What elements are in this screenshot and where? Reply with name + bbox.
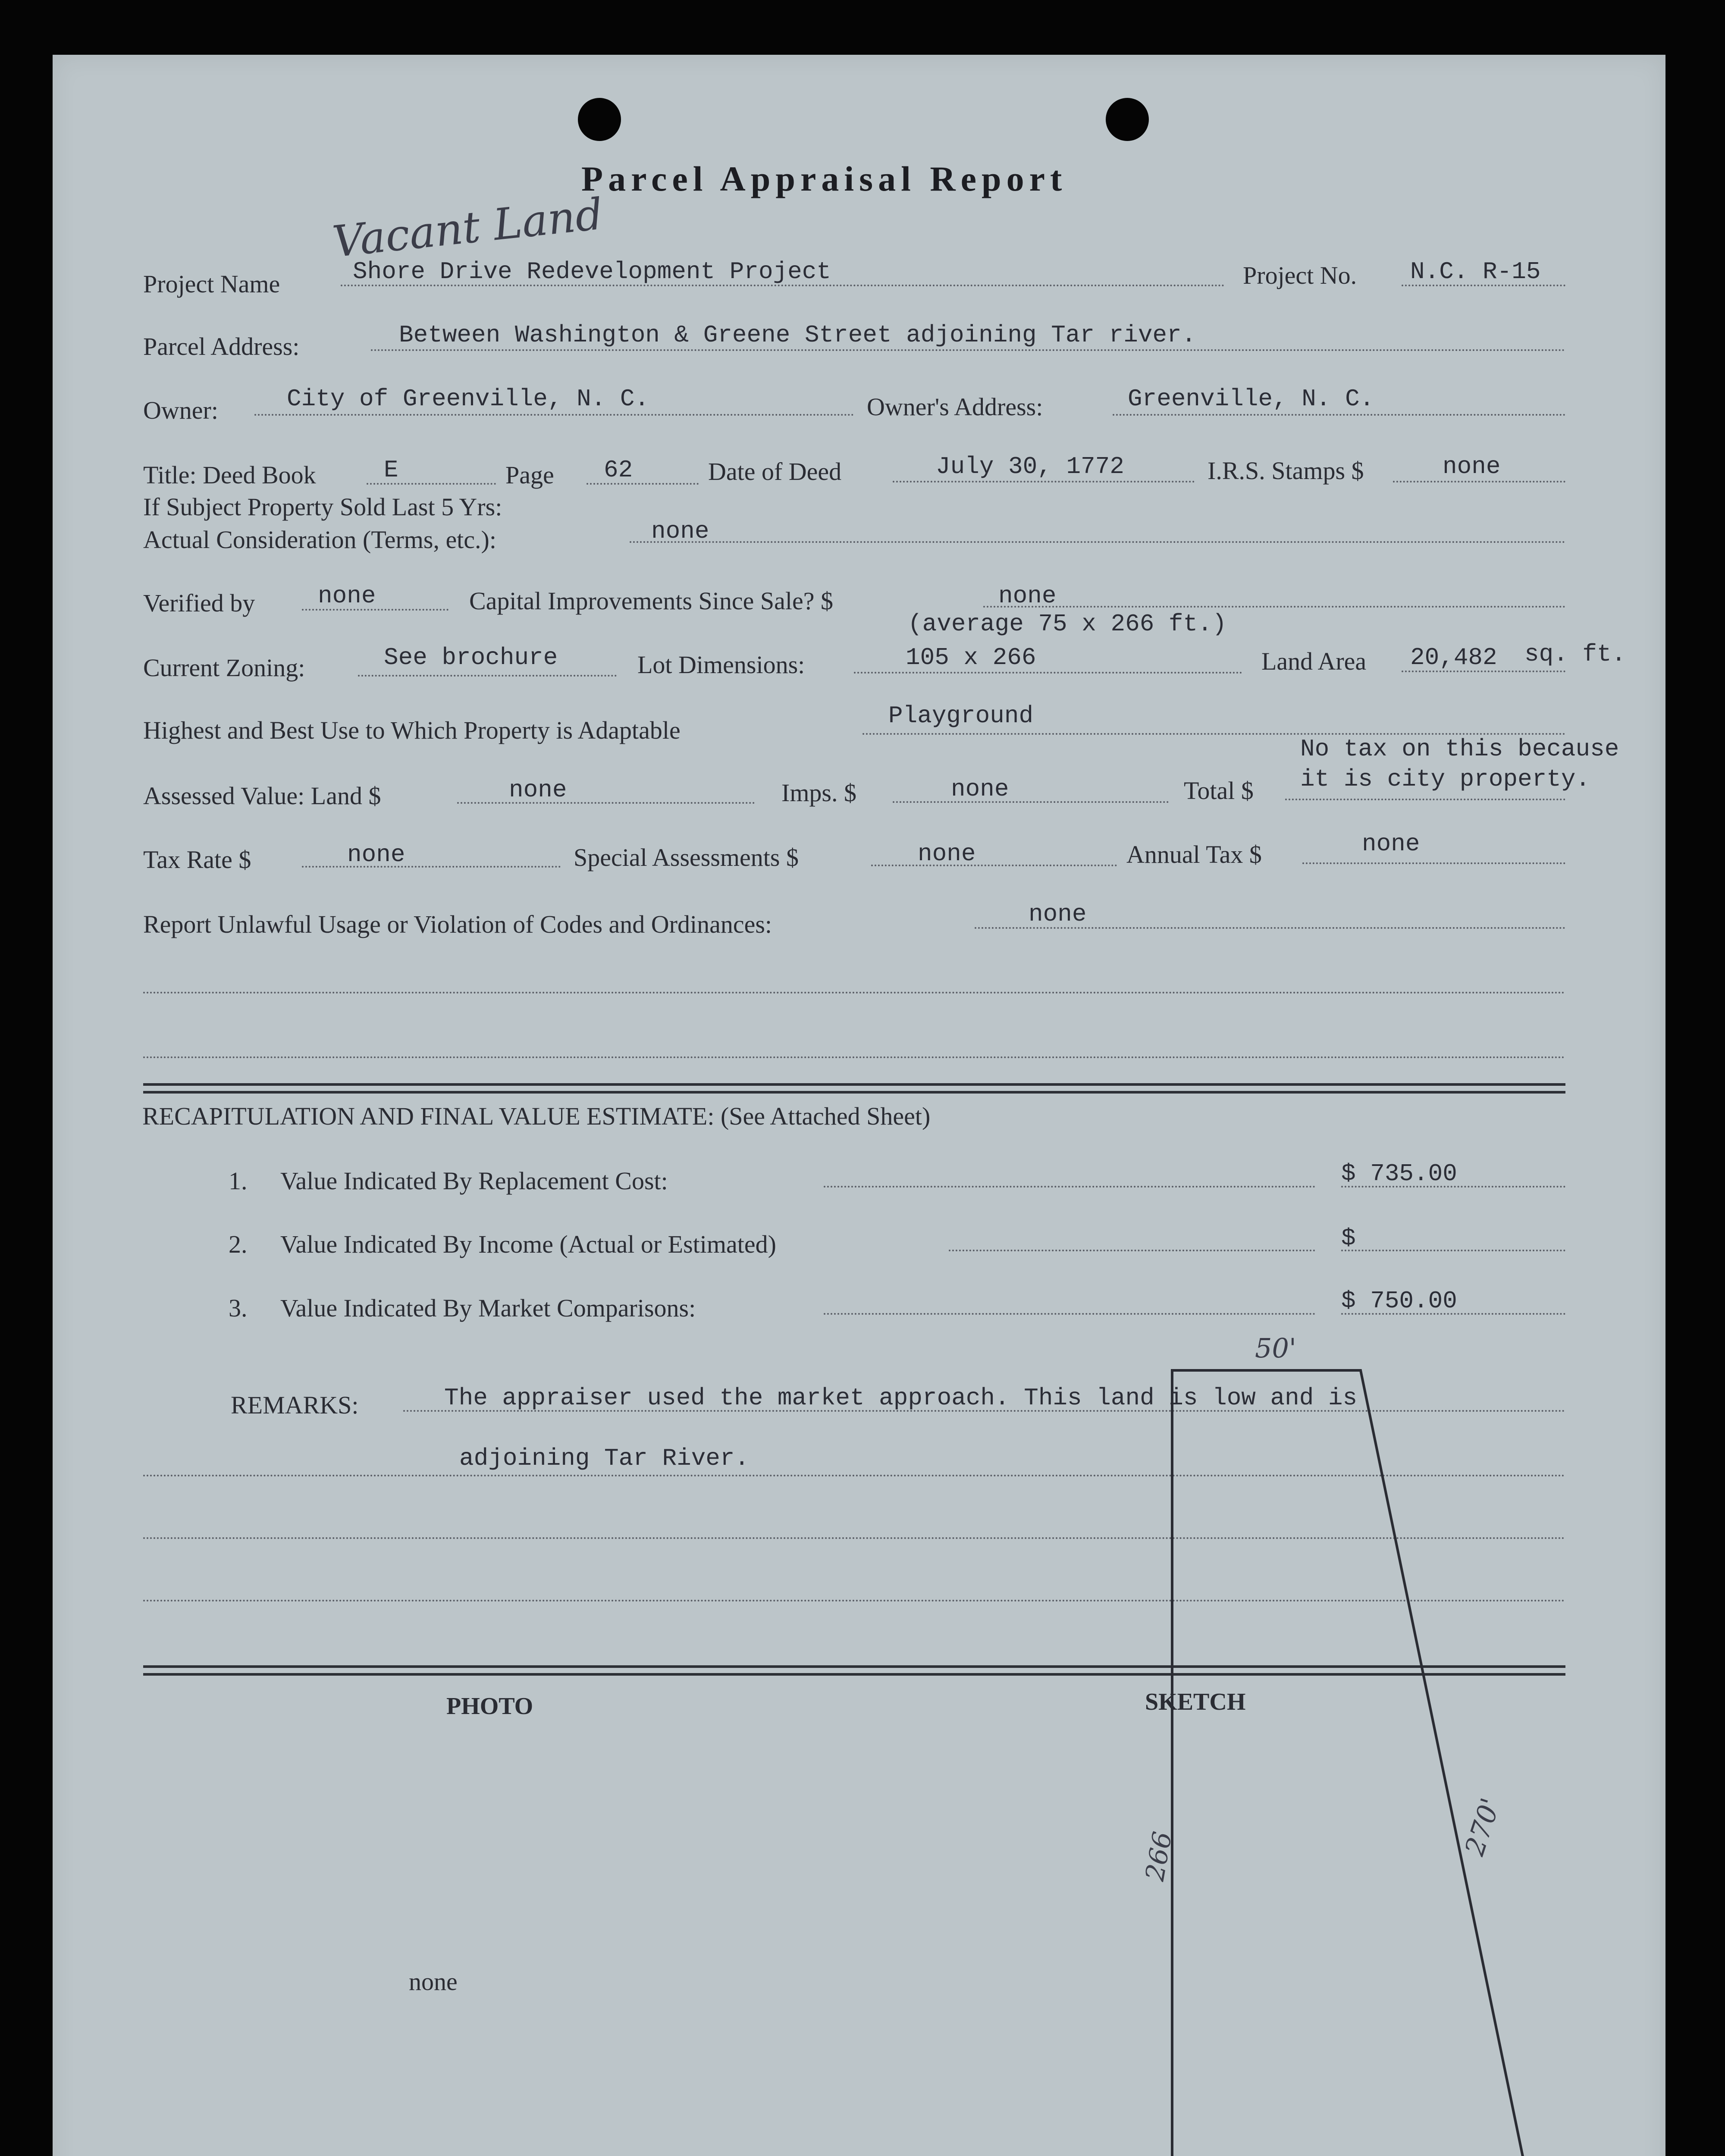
photo-heading: PHOTO — [446, 1693, 533, 1720]
assessed-total-label: Total $ — [1184, 777, 1254, 805]
irs-stamps-label: I.R.S. Stamps $ — [1208, 457, 1364, 485]
assessed-imps-label: Imps. $ — [781, 779, 856, 807]
parcel-address-label: Parcel Address: — [143, 332, 300, 360]
highest-best-use-label: Highest and Best Use to Which Property is Adaptable — [143, 716, 681, 744]
recap-item-3-value: $ 750.00 — [1341, 1287, 1457, 1315]
owner-label: Owner: — [143, 396, 218, 424]
project-name-value: Shore Drive Redevelopment Project — [353, 258, 831, 285]
unlawful-usage-label: Report Unlawful Usage or Violation of Codes and Ordinances: — [143, 910, 772, 938]
remarks-line2: adjoining Tar River. — [459, 1445, 750, 1472]
recap-item-2-num: 2. — [229, 1230, 248, 1258]
project-no-value: N.C. R-15 — [1410, 258, 1541, 285]
assessed-land-label: Assessed Value: Land $ — [143, 782, 381, 810]
lot-dimensions-label: Lot Dimensions: — [637, 651, 805, 679]
tax-rate-value: none — [347, 841, 405, 868]
unlawful-usage-value: none — [1029, 900, 1087, 928]
recap-item-2-label: Value Indicated By Income (Actual or Estimated) — [280, 1230, 776, 1258]
page-label: Page — [505, 461, 554, 489]
recap-item-3-label: Value Indicated By Market Comparisons: — [280, 1294, 696, 1322]
recap-item-1-label: Value Indicated By Replacement Cost: — [280, 1167, 668, 1195]
capital-improvements-value: none — [998, 582, 1057, 610]
actual-consideration-label: Actual Consideration (Terms, etc.): — [143, 526, 496, 554]
land-area-value: 20,482 — [1410, 644, 1497, 671]
owner-address-value: Greenville, N. C. — [1128, 385, 1374, 413]
current-zoning-label: Current Zoning: — [143, 654, 305, 682]
capital-improvements-label: Capital Improvements Since Sale? $ — [469, 587, 834, 615]
sketch-right-dimension: 270' — [1458, 1794, 1507, 1860]
lot-dimensions-value: 105 x 266 — [906, 644, 1036, 671]
irs-stamps-value: none — [1443, 453, 1501, 480]
sold-last-5-years-label: If Subject Property Sold Last 5 Yrs: — [143, 493, 502, 521]
annual-tax-label: Annual Tax $ — [1126, 840, 1262, 868]
tax-rate-label: Tax Rate $ — [143, 846, 251, 874]
parcel-address-value: Between Washington & Greene Street adjoining Tar river. — [399, 321, 1196, 349]
recap-heading: RECAPITULATION AND FINAL VALUE ESTIMATE: (See Attached Sheet) — [142, 1102, 931, 1130]
assessed-note-line1: No tax on this because — [1300, 735, 1619, 763]
handwritten-note: Vacant Land — [330, 188, 605, 267]
actual-consideration-value: none — [651, 517, 709, 545]
highest-best-use-value: Playground — [888, 702, 1034, 730]
recap-item-3-num: 3. — [229, 1294, 248, 1322]
special-assessments-label: Special Assessments $ — [574, 843, 799, 871]
owner-address-label: Owner's Address: — [867, 393, 1043, 421]
recap-item-1-value: $ 735.00 — [1341, 1160, 1457, 1188]
current-zoning-value: See brochure — [384, 644, 558, 671]
remarks-label: REMARKS: — [231, 1391, 359, 1419]
land-area-unit: sq. ft. — [1524, 640, 1626, 668]
assessed-land-value: none — [509, 776, 567, 804]
form-title: Parcel Appraisal Report — [581, 159, 1067, 198]
deed-book-label: Title: Deed Book — [143, 461, 316, 489]
assessed-imps-value: none — [951, 775, 1009, 803]
verified-by-value: none — [318, 582, 376, 610]
recap-item-2-value: $ — [1341, 1225, 1356, 1252]
annual-tax-value: none — [1362, 830, 1420, 858]
page-value: 62 — [604, 456, 633, 484]
project-name-label: Project Name — [143, 270, 280, 298]
recap-item-1-num: 1. — [229, 1167, 248, 1195]
owner-value: City of Greenville, N. C. — [287, 385, 649, 413]
sketch-left-dimension: 266 — [1139, 1829, 1178, 1883]
deed-book-value: E — [384, 456, 398, 484]
photo-value: none — [409, 1968, 458, 1996]
project-no-label: Project No. — [1243, 261, 1357, 289]
date-of-deed-label: Date of Deed — [708, 458, 842, 486]
lot-dimensions-average: (average 75 x 266 ft.) — [908, 610, 1227, 638]
date-of-deed-value: July 30, 1772 — [936, 453, 1124, 480]
remarks-line1: The appraiser used the market approach. This land is low and is — [444, 1384, 1358, 1412]
land-area-label: Land Area — [1261, 647, 1367, 675]
assessed-note-line2: it is city property. — [1300, 765, 1590, 793]
special-assessments-value: none — [918, 840, 976, 868]
sketch-top-dimension: 50' — [1255, 1332, 1296, 1364]
sketch-heading: SKETCH — [1145, 1689, 1246, 1715]
verified-by-label: Verified by — [143, 589, 255, 617]
